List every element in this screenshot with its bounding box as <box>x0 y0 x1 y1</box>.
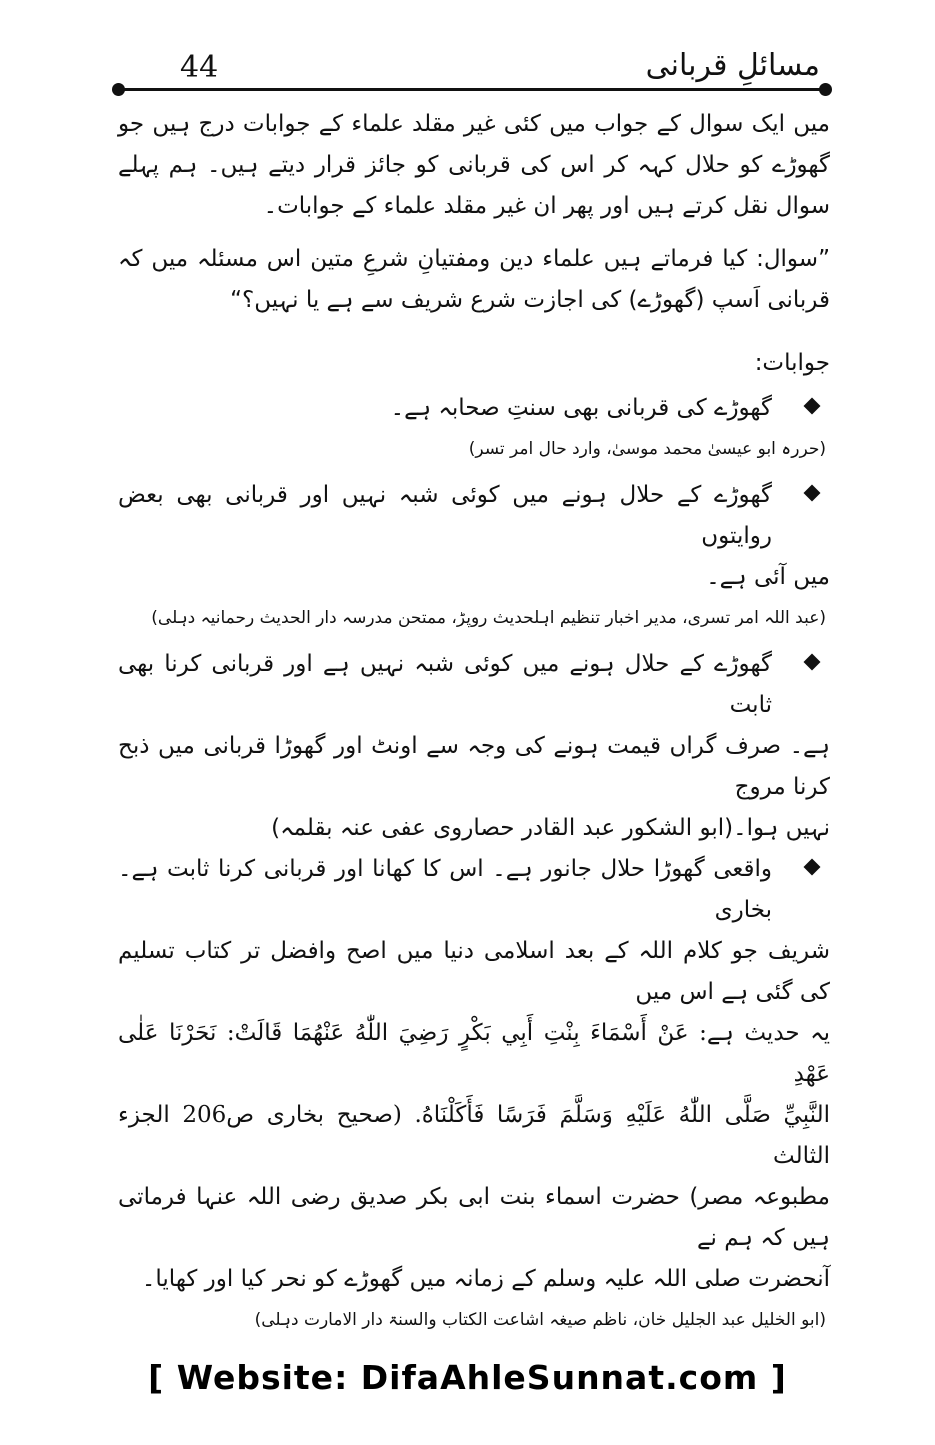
answer-line: واقعی گھوڑا حلال جانور ہے۔ اس کا کھانا اور قربانی کرنا ثابت ہے۔ بخاری <box>118 856 772 923</box>
answer-line: گھوڑے کے حلال ہونے میں کوئی شبہ نہیں ہے اور قربانی کرنا بھی ثابت <box>118 651 772 718</box>
answer-citation: (عبد اللہ امر تسری، مدیر اخبار تنظیم اہلحدیث روپڑ، ممتحن مدرسہ دار الحدیث رحمانیہ دہلی) <box>151 608 826 628</box>
answer-line: ہے۔ صرف گراں قیمت ہونے کی وجہ سے اونٹ اور گھوڑا قربانی میں ذبح کرنا مروج <box>118 733 830 800</box>
answer-line: گھوڑے کے حلال ہونے میں کوئی شبہ نہیں اور قربانی بھی بعض روایتوں <box>118 482 772 549</box>
website-banner: [ Website: DifaAhleSunnat.com ] <box>148 1358 787 1397</box>
page-number: 44 <box>180 50 219 85</box>
book-title: مسائلِ قربانی <box>645 48 820 83</box>
diamond-bullet-icon <box>804 654 821 671</box>
question-paragraph <box>118 239 830 321</box>
diamond-bullet-icon <box>804 398 821 415</box>
answer-line: گھوڑے کی قربانی بھی سنتِ صحابہ ہے۔ <box>390 395 772 421</box>
diamond-bullet-icon <box>804 485 821 502</box>
hadith-line: یہ حدیث ہے: عَنْ أَسْمَاءَ بِنْتِ أَبِي بَكْرٍ رَضِيَ اللّٰهُ عَنْهُمَا قَالَتْ: نَحَرْنَا عَلٰى عَهْدِ <box>118 1020 830 1087</box>
intro-line: ان غیر مقلد علماء کے جوابات۔ <box>263 193 557 219</box>
question-line: ”سوال: کیا فرماتے ہیں علماء دین ومفتیانِ شرعِ متین اس مسئلہ میں کہ قربانی اَسپ <box>118 246 830 313</box>
answer-citation: (ابو الخلیل عبد الجلیل خان، ناظم صیغہ اشاعت الکتاب والسنۃ دار الامارت دہلی) <box>254 1310 826 1330</box>
header-rule <box>118 88 826 91</box>
answers-heading: جوابات: <box>754 350 830 376</box>
answer-item <box>118 644 830 849</box>
answer-item <box>118 475 830 598</box>
body-text <box>118 104 830 1346</box>
answer-citation: (حررہ ابو عیسیٰ محمد موسیٰ، وارد حال امر تسر) <box>468 439 826 459</box>
intro-paragraph <box>118 104 830 227</box>
diamond-bullet-icon <box>804 859 821 876</box>
answer-line: شریف جو کلام اللہ کے بعد اسلامی دنیا میں اصح وافضل تر کتاب تسلیم کی گئی ہے اس میں <box>118 938 830 1005</box>
question-line: (گھوڑے) کی اجازت شرع شریف سے ہے یا نہیں؟“ <box>230 287 705 313</box>
answer-line: میں آئی ہے۔ <box>706 564 830 590</box>
answer-item <box>118 849 830 1300</box>
intro-line: حلال کہہ کر اس کی قربانی کو جائز قرار دیتے ہیں۔ ہم پہلے سوال نقل کرتے ہیں اور پھر <box>118 152 830 219</box>
answer-line: نہیں ہوا۔(ابو الشکور عبد القادر حصاروی عفی عنہ بقلمہ) <box>271 815 830 841</box>
answer-item <box>118 388 830 429</box>
answer-line: آنحضرت صلی اللہ علیہ وسلم کے زمانہ میں گھوڑے کو نحر کیا اور کھایا۔ <box>141 1266 830 1292</box>
intro-line: میں ایک سوال کے جواب میں کئی غیر مقلد علماء کے جوابات درج ہیں جو گھوڑے کو <box>118 111 830 178</box>
answer-line: مطبوعہ مصر) حضرت اسماء بنت ابی بکر صدیق رضی اللہ عنہا فرماتی ہیں کہ ہم نے <box>118 1184 830 1251</box>
hadith-line: النَّبِيِّ صَلَّى اللّٰهُ عَلَيْهِ وَسَلَّمَ فَرَسًا فَأَكَلْنَاهُ. (صحیح بخاری ص206 الجزء الثالث <box>118 1102 831 1169</box>
